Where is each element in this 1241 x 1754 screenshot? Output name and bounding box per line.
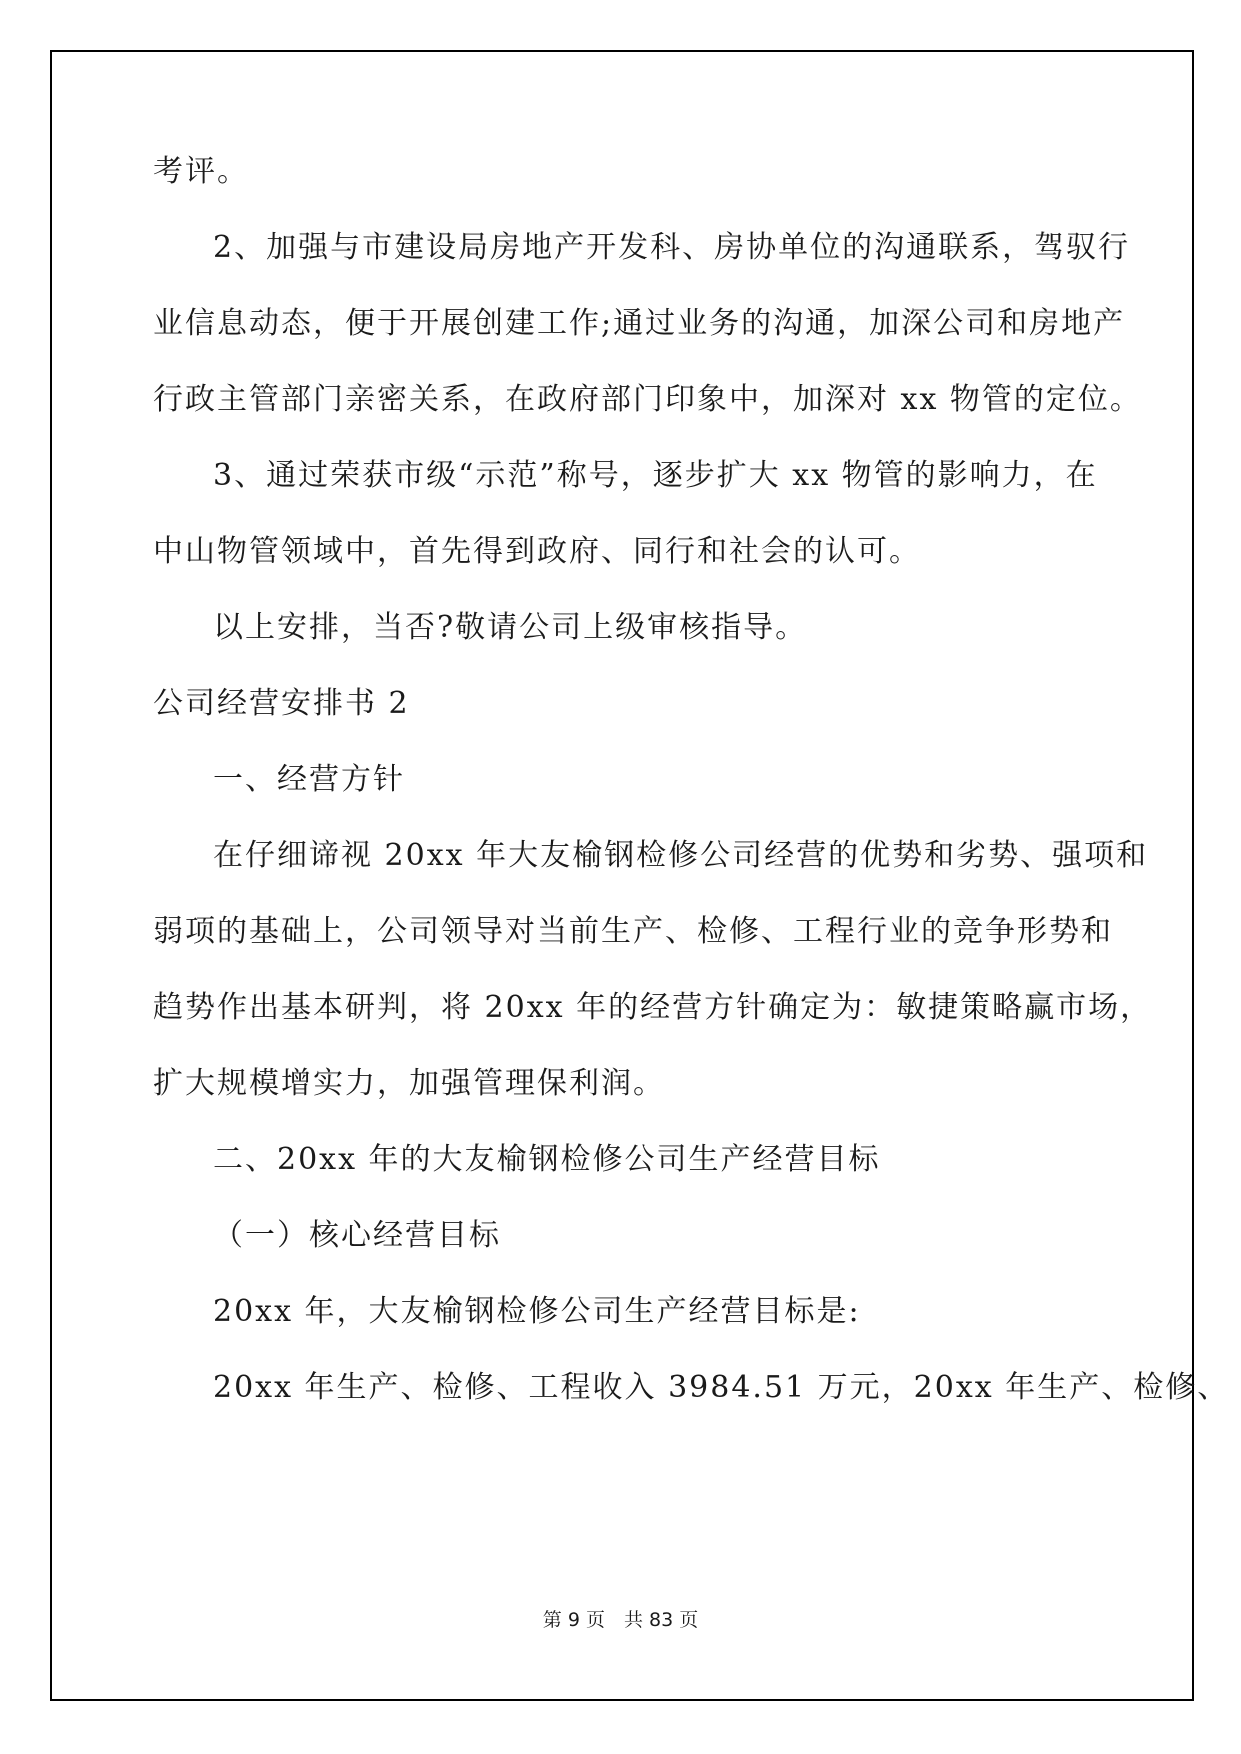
- text-line: 20xx 年，大友榆钢检修公司生产经营目标是:: [213, 1294, 861, 1329]
- subheading: 二、20xx 年的大友榆钢检修公司生产经营目标: [213, 1142, 881, 1177]
- text-line: 2、加强与市建设局房地产开发科、房协单位的沟通联系，驾驭行: [213, 230, 1131, 265]
- page-number-footer: 第 9 页 共 83 页: [542, 1609, 699, 1631]
- text-line: 以上安排，当否?敬请公司上级审核指导。: [213, 610, 808, 645]
- text-line: 弱项的基础上，公司领导对当前生产、检修、工程行业的竞争形势和: [153, 914, 1113, 949]
- text-line: 考评。: [153, 154, 249, 189]
- text-line: 20xx 年生产、检修、工程收入 3984.51 万元，20xx 年生产、检修、: [213, 1370, 1230, 1405]
- text-line: 行政主管部门亲密关系，在政府部门印象中，加深对 xx 物管的定位。: [153, 382, 1142, 417]
- text-line: 扩大规模增实力，加强管理保利润。: [153, 1066, 665, 1101]
- text-line: 业信息动态，便于开展创建工作;通过业务的沟通，加深公司和房地产: [153, 306, 1126, 341]
- text-line: 中山物管领域中，首先得到政府、同行和社会的认可。: [153, 534, 921, 569]
- subheading: 一、经营方针: [213, 762, 405, 797]
- text-line: 3、通过荣获市级“示范”称号，逐步扩大 xx 物管的影响力，在: [213, 458, 1098, 493]
- text-line: 在仔细谛视 20xx 年大友榆钢检修公司经营的优势和劣势、强项和: [213, 838, 1149, 873]
- subheading: （一）核心经营目标: [213, 1218, 501, 1253]
- text-line: 趋势作出基本研判，将 20xx 年的经营方针确定为：敏捷策略赢市场，: [153, 990, 1153, 1025]
- section-heading: 公司经营安排书 2: [153, 686, 410, 721]
